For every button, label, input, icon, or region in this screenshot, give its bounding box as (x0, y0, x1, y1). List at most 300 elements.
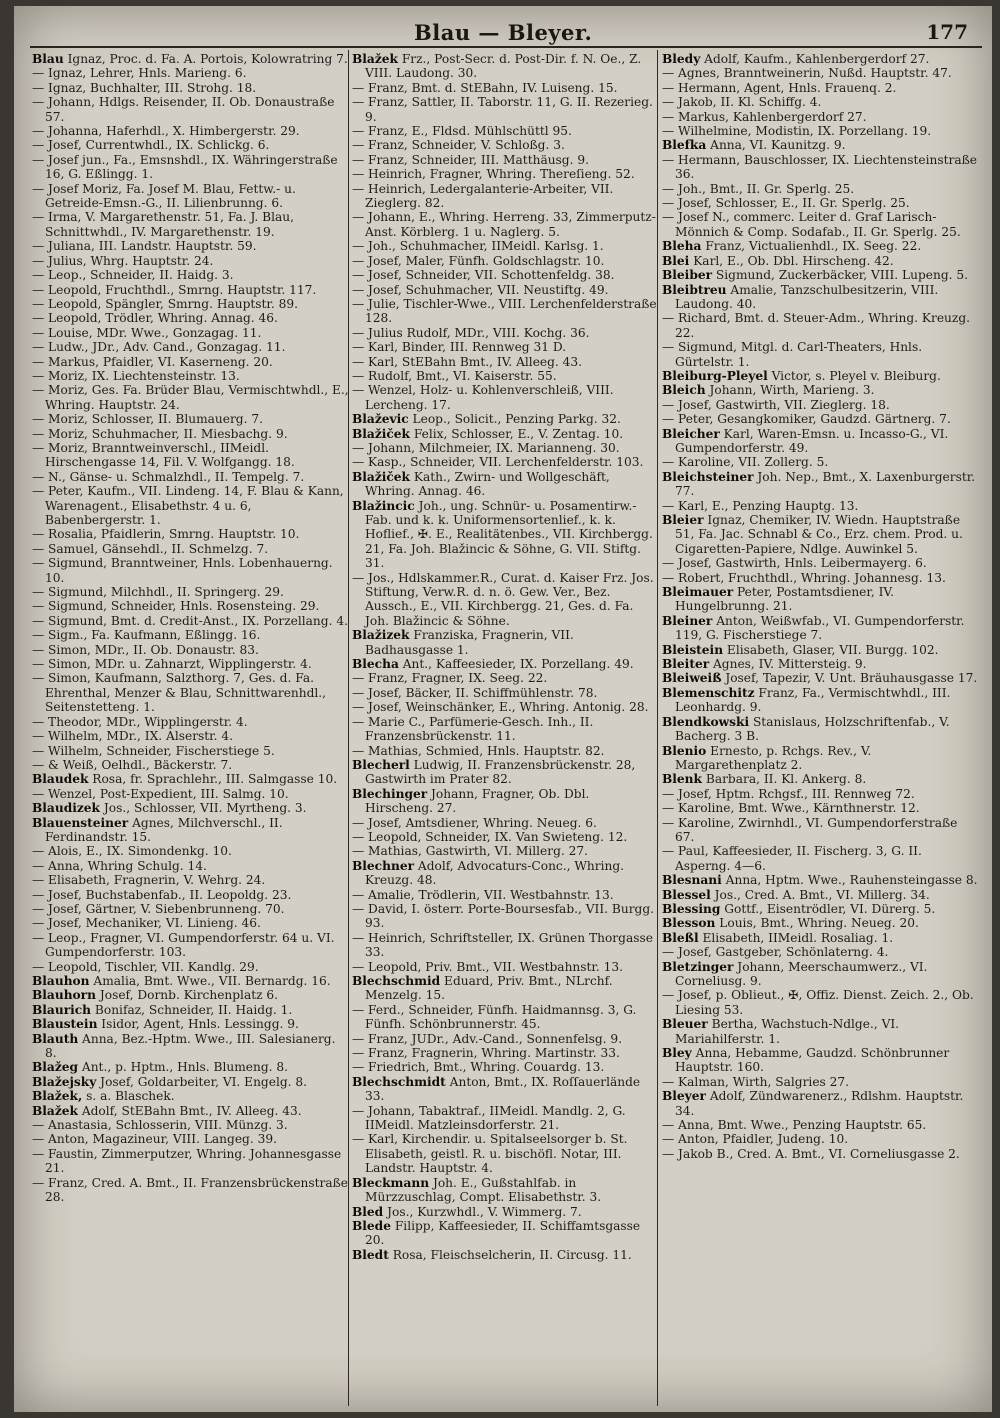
entry-details: — Markus, Pfaidler, VI. Kaserneng. 20. (32, 354, 273, 369)
entry-details: — Theodor, MDr., Wipplingerstr. 4. (32, 714, 248, 729)
entry-details: — Moriz, Schuhmacher, II. Miesbachg. 9. (32, 426, 288, 441)
directory-entry (32, 153, 350, 182)
directory-entry (32, 527, 350, 541)
directory-entry (32, 138, 350, 152)
directory-entry (32, 182, 350, 211)
directory-entry (352, 671, 658, 685)
entry-details: Karl, E., Ob. Dbl. Hirscheng. 42. (689, 253, 894, 268)
directory-entry (662, 283, 980, 312)
directory-entry (32, 859, 350, 873)
entry-details: Anna, Hebamme, Gaudzd. Schönbrunner Hauptstr. 160. (675, 1046, 950, 1075)
entry-details: — David, I. österr. Porte-Boursesfab., VII. Burgg. 93. (352, 901, 655, 931)
directory-entry (352, 1032, 658, 1046)
directory-entry (32, 66, 350, 80)
directory-entry (662, 671, 980, 685)
directory-entry (662, 1132, 980, 1146)
entry-surname: Bledy (662, 52, 701, 66)
entry-surname: Blauhon (32, 974, 90, 988)
entry-details: — Elisabeth, Fragnerin, V. Wehrg. 24. (32, 873, 266, 888)
entry-details: Adolf, Advocaturs-Conc., Whring. Kreuzg. 48. (365, 858, 624, 888)
directory-entry (32, 268, 350, 282)
directory-entry (662, 686, 980, 715)
directory-entry (352, 686, 658, 700)
directory-entry (662, 916, 980, 930)
entry-surname: Blažejsky (32, 1074, 97, 1089)
entry-details: — Anton, Magazineur, VIII. Langeg. 39. (32, 1132, 277, 1147)
entry-surname: Blecherl (352, 757, 410, 772)
entry-details: — Franz, Schneider, III. Matthäusg. 9. (352, 152, 589, 167)
entry-surname: Bleichsteiner (662, 469, 754, 484)
entry-details: Franziska, Fragnerin, VII. Badhausgasse 1. (365, 628, 574, 657)
entry-details: — Heinrich, Ledergalanterie-Arbeiter, VII. Zieglerg. 82. (352, 181, 614, 211)
entry-surname: Bley (662, 1046, 692, 1061)
directory-entry (352, 657, 658, 671)
entry-details: Amalie, Tanzschulbesitzerin, VIII. Laudong. 40. (675, 282, 939, 311)
entry-details: — Sigmund, Branntweiner, Hnls. Lobenhauerng. 10. (32, 556, 333, 585)
directory-entry (662, 556, 980, 570)
entry-details: — Josef, Weinschänker, E., Whring. Antonig. 28. (352, 700, 649, 715)
directory-entry (662, 1147, 980, 1161)
entry-details: Gottf., Eisentrödler, VI. Dürerg. 5. (720, 901, 936, 916)
entry-details: — Moriz, Branntweinverschl., IIMeidl. Hirschengasse 14, Fil. V. Wolfgangg. 18. (32, 440, 295, 470)
directory-entry (32, 643, 350, 657)
entry-details: — Franz, Sattler, II. Taborstr. 11, G. II. Rezerieg. 9. (352, 95, 653, 124)
directory-entry (662, 1017, 980, 1046)
entry-details: — Wilhelm, MDr., IX. Alserstr. 4. (32, 729, 234, 744)
directory-entry (352, 1219, 658, 1248)
entry-details: — Josef, Gastwirth, Hnls. Leibermayerg. 6. (662, 556, 927, 571)
directory-entry (352, 167, 658, 181)
entry-details: Barbara, II. Kl. Ankerg. 8. (702, 772, 867, 787)
entry-details: — Moriz, Schlosser, II. Blumauerg. 7. (32, 412, 263, 427)
entry-details: — Josef, Schlosser, E., II. Gr. Sperlg. 25. (662, 196, 910, 211)
directory-entry (662, 888, 980, 902)
entry-details: — Franz, Schneider, V. Schloßg. 3. (352, 138, 565, 153)
entry-details: Johann, Wirth, Marieng. 3. (705, 383, 875, 398)
directory-entry (662, 311, 980, 340)
directory-entry (662, 254, 980, 268)
entry-details: Karl, Waren-Emsn. u. Incasso-G., VI. Gumpendorferstr. 49. (675, 426, 949, 455)
entry-surname: Bleßl (662, 930, 699, 945)
directory-page (14, 6, 992, 1412)
directory-entry (662, 988, 980, 1017)
directory-entry (662, 124, 980, 138)
directory-entry (662, 1118, 980, 1132)
entry-details: — Josef, Buchstabenfab., II. Leopoldg. 23. (32, 887, 292, 902)
entry-details: — Josef, Maler, Fünfh. Goldschlagstr. 10. (352, 253, 605, 268)
directory-entry (352, 571, 658, 629)
entry-details: — Karoline, VII. Zollerg. 5. (662, 455, 829, 470)
entry-details: — Anna, Whring Schulg. 14. (32, 858, 207, 873)
entry-details: — Sigm., Fa. Kaufmann, Eßlingg. 16. (32, 628, 261, 643)
column-right (662, 52, 980, 1404)
entry-details: — Leopold, Schneider, IX. Van Swieteng. 12. (352, 829, 628, 844)
entry-details: Joh. Nep., Bmt., X. Laxenburgerstr. 77. (675, 469, 976, 499)
directory-entry (32, 239, 350, 253)
directory-entry (32, 1147, 350, 1176)
entry-details: — Jakob B., Cred. A. Bmt., VI. Corneliusgasse 2. (662, 1146, 960, 1161)
directory-entry (352, 383, 658, 412)
entry-details: — Wenzel, Post-Expedient, III. Salmg. 10. (32, 786, 289, 801)
entry-details: Agnes, IV. Mittersteig. 9. (709, 657, 867, 672)
entry-details: Johann, Meerschaumwerz., VI. Corneliusg. 9. (675, 959, 928, 988)
entry-details: — Karl, E., Penzing Hauptg. 13. (662, 498, 859, 513)
directory-entry (352, 427, 658, 441)
entry-details: — Johann, Milchmeier, IX. Marianneng. 30. (352, 440, 620, 455)
entry-details: Adolf, StEBahn Bmt., IV. Alleeg. 43. (77, 1103, 302, 1118)
entry-surname: Blau (32, 52, 64, 66)
directory-entry (662, 960, 980, 989)
directory-entry (32, 671, 350, 714)
entry-details: — Moriz, Ges. Fa. Brüder Blau, Vermischtwhdl., E., Whring. Hauptstr. 24. (32, 383, 349, 412)
entry-details: — Mathias, Schmied, Hnls. Hauptstr. 82. (352, 743, 605, 758)
entry-surname: Blechinger (352, 786, 428, 801)
directory-entry (32, 715, 350, 729)
entry-details: Peter, Postamtsdiener, IV. Hungelbrunng. 21. (675, 585, 894, 614)
entry-details: — Josef, Gastwirth, VII. Zieglerg. 18. (662, 397, 890, 412)
entry-details: Ernesto, p. Rchgs. Rev., V. Margarethenplatz 2. (675, 743, 872, 772)
directory-entry (662, 571, 980, 585)
directory-entry (32, 369, 350, 383)
entry-details: — Leopold, Priv. Bmt., VII. Westbahnstr. 13. (352, 959, 624, 974)
entry-surname: Bleyer (662, 1089, 706, 1104)
directory-entry (662, 239, 980, 253)
entry-details: Victor, s. Pleyel v. Bleiburg. (767, 368, 941, 383)
directory-entry (352, 254, 658, 268)
entry-details: Joh. E., Gußstahlfab. in Mürzzuschlag, Compt. Elisabethstr. 3. (365, 1175, 602, 1205)
directory-entry (352, 744, 658, 758)
entry-details: — Karoline, Zwirnhdl., VI. Gumpendorferstraße 67. (662, 815, 958, 844)
directory-entry (662, 499, 980, 513)
entry-details: — Josef, Gärtner, V. Siebenbrunneng. 70. (32, 901, 285, 916)
entry-surname: Bleich (662, 383, 706, 398)
entry-details: — Leopold, Tischler, VII. Kandlg. 29. (32, 959, 259, 974)
directory-entry (662, 513, 980, 556)
directory-entry (32, 888, 350, 902)
entry-details: — Rudolf, Bmt., VI. Kaiserstr. 55. (352, 368, 557, 383)
entry-details: Louis, Bmt., Whring. Neueg. 20. (715, 916, 919, 931)
entry-surname: Bled (352, 1204, 384, 1219)
directory-entry (662, 873, 980, 887)
entry-surname: Blažincic (352, 498, 415, 513)
directory-entry (352, 182, 658, 211)
directory-entry (32, 931, 350, 960)
entry-details: Ludwig, II. Franzensbrückenstr. 28, Gastwirth im Prater 82. (365, 757, 636, 787)
entry-details: — Josef, Mechaniker, VI. Linieng. 46. (32, 916, 261, 931)
directory-entry (32, 614, 350, 628)
entry-details: — Rosalia, Pfaidlerin, Smrng. Hauptstr. 10. (32, 527, 300, 542)
entry-details: — Ferd., Schneider, Fünfh. Haidmannsg. 3, G. Fünfh. Schönbrunnerstr. 45. (352, 1002, 637, 1032)
entry-details: Bonifaz, Schneider, II. Haidg. 1. (91, 1002, 293, 1017)
page-title: Blau — Bleyer. (414, 20, 593, 45)
directory-entry (662, 902, 980, 916)
entry-details: Filipp, Kaffeesieder, II. Schiffamtsgasse 20. (365, 1218, 641, 1248)
directory-entry (32, 297, 350, 311)
directory-entry (662, 945, 980, 959)
directory-entry (352, 470, 658, 499)
entry-details: — Josef, Hptm. Rchgsf., III. Rennweg 72. (662, 786, 915, 801)
directory-entry (662, 1075, 980, 1089)
directory-entry (32, 960, 350, 974)
entry-details: — Sigmund, Schneider, Hnls. Rosensteing. 29. (32, 599, 320, 614)
directory-entry (662, 744, 980, 773)
entry-details: — Josef, Bäcker, II. Schiffmühlenstr. 78. (352, 685, 598, 700)
entry-details: — Simon, MDr., II. Ob. Donaustr. 83. (32, 642, 259, 657)
entry-details: — Josef jun., Fa., Emsnshdl., IX. Währingerstraße 16, G. Eßlingg. 1. (32, 152, 338, 182)
entry-details: — & Weiß, Oelhdl., Bäckerstr. 7. (32, 757, 233, 772)
directory-entry (352, 95, 658, 124)
directory-entry (352, 210, 658, 239)
entry-details: — Sigmund, Bmt. d. Credit-Anst., IX. Porzellang. 4. (32, 613, 348, 628)
entry-surname: Bleuer (662, 1017, 708, 1032)
entry-details: — Franz, Bmt. d. StEBahn, IV. Luiseng. 15. (352, 80, 618, 95)
entry-details: Franz, Victualienhdl., IX. Seeg. 22. (701, 239, 922, 254)
entry-details: — Jakob, II. Kl. Schiffg. 4. (662, 95, 822, 110)
directory-entry (32, 844, 350, 858)
directory-entry (662, 369, 980, 383)
directory-entry (32, 657, 350, 671)
directory-entry (352, 700, 658, 714)
directory-entry (352, 1104, 658, 1133)
entry-details: Elisabeth, IIMeidl. Rosaliag. 1. (698, 930, 894, 945)
entry-details: — Josef N., commerc. Leiter d. Graf Larisch-Mönnich & Comp. Sodafab., II. Gr. Sperlg. 25. (662, 210, 961, 239)
directory-entry (352, 974, 658, 1003)
entry-surname: Blei (662, 253, 690, 268)
entry-details: — Kasp., Schneider, VII. Lerchenfelderstr. 103. (352, 455, 644, 470)
directory-entry (32, 599, 350, 613)
entry-details: — Josef, Currentwhdl., IX. Schlickg. 6. (32, 138, 270, 153)
directory-entry (32, 729, 350, 743)
directory-entry (352, 283, 658, 297)
entry-details: — Wilhelm, Schneider, Fischerstiege 5. (32, 743, 275, 758)
entry-surname: Bleiburg-Pleyel (662, 368, 768, 383)
directory-entry (32, 340, 350, 354)
entry-details: Anna, VI. Kaunitzg. 9. (706, 138, 846, 153)
entry-surname: Blauth (32, 1031, 79, 1046)
directory-entry (32, 801, 350, 815)
directory-entry (32, 383, 350, 412)
entry-details: — Josef, p. Oblieut., ✠, Offiz. Dienst. Zeich. 2., Ob. Liesing 53. (662, 988, 974, 1017)
entry-details: — Leop., Schneider, II. Haidg. 3. (32, 268, 234, 283)
entry-details: — Louise, MDr. Wwe., Gonzagag. 11. (32, 325, 262, 340)
entry-details: — Simon, Kaufmann, Salzthorg. 7, Ges. d. Fa. Ehrenthal, Menzer & Blau, Schnittwarenhdl., Seitenstetteng. 1. (32, 671, 327, 715)
entry-details: — Joh., Schuhmacher, IIMeidl. Karlsg. 1. (352, 239, 604, 254)
entry-details: Jos., Kurzwhdl., V. Wimmerg. 7. (383, 1204, 582, 1219)
directory-entry (662, 153, 980, 182)
directory-entry (352, 441, 658, 455)
directory-entry (32, 1075, 350, 1089)
entry-details: — Josef, Schuhmacher, VII. Neustiftg. 49. (352, 282, 609, 297)
directory-entry (352, 52, 658, 81)
entry-details: Isidor, Agent, Hnls. Lessingg. 9. (97, 1017, 299, 1032)
entry-details: — Paul, Kaffeesieder, II. Fischerg. 3, G. II. Asperng. 4—6. (662, 844, 922, 873)
directory-entry (32, 484, 350, 527)
entry-details: Rosa, Fleischselcherin, II. Circusg. 11. (388, 1247, 632, 1262)
page-number: 177 (926, 20, 968, 44)
entry-details: — Franz, E., Fldsd. Mühlschüttl 95. (352, 124, 572, 139)
directory-entry (32, 1176, 350, 1205)
entry-details: — Leop., Fragner, VI. Gumpendorferstr. 64 u. VI. Gumpendorferstr. 103. (32, 930, 335, 960)
directory-entry (662, 772, 980, 786)
directory-entry (32, 542, 350, 556)
directory-entry (352, 81, 658, 95)
entry-details: — Josef Moriz, Fa. Josef M. Blau, Fettw.- u. Getreide-Emsn.-G., II. Lilienbrunng. 6. (32, 181, 296, 211)
entry-details: — Wilhelmine, Modistin, IX. Porzellang. 19. (662, 124, 932, 139)
directory-entry (352, 369, 658, 383)
directory-entry (352, 239, 658, 253)
directory-entry (32, 902, 350, 916)
entry-details: Eduard, Priv. Bmt., NLrchf. Menzelg. 15. (365, 974, 613, 1003)
entry-details: — Karl, Kirchendir. u. Spitalseelsorger b. St. Elisabeth, geistl. R. u. bischöfl. Notar, III. Landstr. Hauptstr. 4. (352, 1132, 628, 1176)
directory-entry (32, 124, 350, 138)
directory-entry (32, 81, 350, 95)
directory-entry (352, 844, 658, 858)
entry-details: — Karl, Binder, III. Rennweg 31 D. (352, 340, 567, 355)
entry-details: Josef, Tapezir, V. Unt. Bräuhausgasse 17. (721, 671, 978, 686)
header-rule (30, 46, 982, 48)
entry-details: Ignaz, Chemiker, IV. Wiedn. Hauptstraße 51, Fa. Jac. Schnabl & Co., Erz. chem. Prod. u. Cigaretten-Papiere, Ndlge. Auwinkel 5. (675, 513, 963, 556)
directory-entry (32, 254, 350, 268)
entry-details: Josef, Dornb. Kirchenplatz 6. (95, 988, 279, 1003)
entry-surname: Blechschmid (352, 974, 441, 988)
entry-details: Jos., Schlosser, VII. Myrtheng. 3. (99, 801, 307, 816)
directory-entry (662, 412, 980, 426)
entry-details: — Julius, Whrg. Hauptstr. 24. (32, 253, 214, 268)
directory-entry (32, 556, 350, 585)
directory-entry (662, 268, 980, 282)
directory-entry (32, 427, 350, 441)
entry-details: Rosa, fr. Sprachlehr., III. Salmgasse 10. (88, 772, 338, 787)
directory-entry (352, 758, 658, 787)
entry-details: Ignaz, Proc. d. Fa. A. Portois, Kolowratring 7. (63, 52, 348, 66)
directory-entry (662, 66, 980, 80)
entry-details: — Markus, Kahlenbergerdorf 27. (662, 109, 867, 124)
directory-entry (32, 974, 350, 988)
directory-entry (352, 268, 658, 282)
directory-entry (662, 643, 980, 657)
entry-details: — Ignaz, Lehrer, Hnls. Marieng. 6. (32, 66, 247, 81)
entry-details: — Kalman, Wirth, Salgries 27. (662, 1074, 850, 1089)
directory-entry (352, 153, 658, 167)
entry-details: — Johann, Tabaktraf., IIMeidl. Mandlg. 2, G. IIMeidl. Matzleinsdorferstr. 21. (352, 1103, 626, 1133)
directory-entry (352, 628, 658, 657)
entry-surname: Blaževic (352, 412, 409, 427)
directory-entry (352, 138, 658, 152)
entry-surname: Blaurich (32, 1002, 92, 1017)
entry-details: — Johann, E., Whring. Herreng. 33, Zimmerputz-Anst. Körblerg. 1 u. Naglerg. 5. (352, 210, 656, 239)
entry-surname: Blažek (352, 52, 398, 66)
directory-entry (32, 758, 350, 772)
directory-entry (662, 340, 980, 369)
entry-surname: Blažiček (352, 426, 410, 441)
directory-entry (32, 1104, 350, 1118)
directory-entry (352, 888, 658, 902)
directory-entry (662, 427, 980, 456)
entry-surname: Bleckmann (352, 1175, 430, 1190)
entry-details: — N., Gänse- u. Schmalzhdl., II. Tempelg. 7. (32, 469, 305, 484)
directory-entry (352, 355, 658, 369)
entry-surname: Bleiweiß (662, 671, 722, 686)
entry-details: Leop., Solicit., Penzing Parkg. 32. (408, 412, 621, 427)
entry-details: — Samuel, Gänsehdl., II. Schmelzg. 7. (32, 541, 269, 556)
entry-details: — Hermann, Bauschlosser, IX. Liechtensteinstraße 36. (662, 152, 977, 182)
directory-entry (662, 455, 980, 469)
directory-entry (352, 816, 658, 830)
directory-entry (662, 52, 980, 66)
entry-surname: Bleistein (662, 642, 724, 657)
entry-details: Agnes, Milchverschl., II. Ferdinandstr. 15. (45, 815, 283, 844)
entry-surname: Blede (352, 1218, 391, 1233)
entry-details: Jos., Cred. A. Bmt., VI. Millerg. 34. (710, 887, 930, 902)
directory-entry (352, 1046, 658, 1060)
entry-details: Franz, Fa., Vermischtwhdl., III. Leonhardg. 9. (675, 685, 951, 715)
entry-surname: Blaustein (32, 1017, 98, 1032)
entry-details: Josef, Goldarbeiter, VI. Engelg. 8. (96, 1074, 308, 1089)
entry-details: — Juliana, III. Landstr. Hauptstr. 59. (32, 239, 257, 254)
entry-details: — Heinrich, Schriftsteller, IX. Grünen Thorgasse 33. (352, 930, 653, 960)
directory-entry (352, 787, 658, 816)
entry-details: — Irma, V. Margarethenstr. 51, Fa. J. Blau, Schnittwhdl., IV. Margarethenstr. 19. (32, 210, 294, 239)
entry-details: — Leopold, Trödler, Whring. Annag. 46. (32, 311, 278, 326)
entry-details: — Franz, Cred. A. Bmt., II. Franzensbrückenstraße 28. (32, 1175, 348, 1205)
entry-surname: Blaudek (32, 772, 89, 787)
directory-entry (662, 801, 980, 815)
entry-details: — Heinrich, Fragner, Whring. Thereſieng. 52. (352, 167, 635, 182)
directory-entry (352, 859, 658, 888)
entry-surname: Bleiter (662, 657, 710, 672)
entry-details: — Peter, Gesangkomiker, Gaudzd. Gärtnerg. 7. (662, 412, 951, 427)
directory-entry (32, 311, 350, 325)
entry-details: Kath., Zwirn- und Wollgeschäft, Whring. Annag. 46. (365, 469, 610, 499)
directory-entry (352, 1132, 658, 1175)
entry-details: — Peter, Kaufm., VII. Lindeng. 14, F. Blau & Kann, Warenagent., Elisabethstr. 4 u. 6, Babenbergerstr. 1. (32, 484, 344, 527)
directory-entry (352, 124, 658, 138)
entry-surname: Bleicher (662, 426, 720, 441)
directory-entry (662, 470, 980, 499)
entry-details: Joh., ung. Schnür- u. Posamentirw.-Fab. und k. k. Uniformensortenlief., k. k. Hoflief., ✠. E., Realitätenbes., VII. Kirchbergg. 21, Fa. Joh. Blažincic & Söhne, G. VII. Stiftg. 31. (365, 498, 653, 571)
entry-surname: Blažek (32, 1103, 78, 1118)
directory-entry (32, 441, 350, 470)
directory-entry (352, 960, 658, 974)
entry-surname: Blessing (662, 901, 721, 916)
page-header (14, 14, 992, 46)
entry-surname: Bleimauer (662, 585, 734, 600)
entry-surname: Bledt (352, 1247, 389, 1262)
entry-details: — Robert, Fruchthdl., Whring. Johannesg. 13. (662, 570, 946, 585)
entry-surname: Bleier (662, 513, 704, 527)
directory-entry (352, 715, 658, 744)
entry-surname: Blenio (662, 743, 707, 758)
directory-entry (352, 499, 658, 571)
entry-surname: Blesson (662, 916, 716, 931)
directory-entry (32, 1060, 350, 1074)
entry-surname: Blechner (352, 858, 415, 873)
directory-entry (662, 931, 980, 945)
entry-surname: Blažek, (32, 1089, 83, 1104)
directory-entry (352, 1003, 658, 1032)
entry-details: Adolf, Kaufm., Kahlenbergerdorf 27. (700, 52, 930, 66)
directory-entry (662, 657, 980, 671)
directory-entry (32, 326, 350, 340)
directory-entry (662, 138, 980, 152)
entry-surname: Blefka (662, 138, 707, 153)
entry-details: — Jos., Hdlskammer.R., Curat. d. Kaiser Frz. Jos. Stiftung, Verw.R. d. n. ö. Gew. Ver., Bez. Aussch., E., VII. Kirchbergg. 21, Ges. d. Fa. Joh. Blažincic & Söhne. (352, 570, 654, 628)
entry-surname: Blemenschitz (662, 685, 755, 700)
directory-entry (32, 95, 350, 124)
entry-details: — Faustin, Zimmerputzer, Whring. Johannesgasse 21. (32, 1146, 342, 1176)
entry-details: — Julie, Tischler-Wwe., VIII. Lerchenfelderstraße 128. (352, 296, 657, 326)
directory-entry (662, 1089, 980, 1118)
